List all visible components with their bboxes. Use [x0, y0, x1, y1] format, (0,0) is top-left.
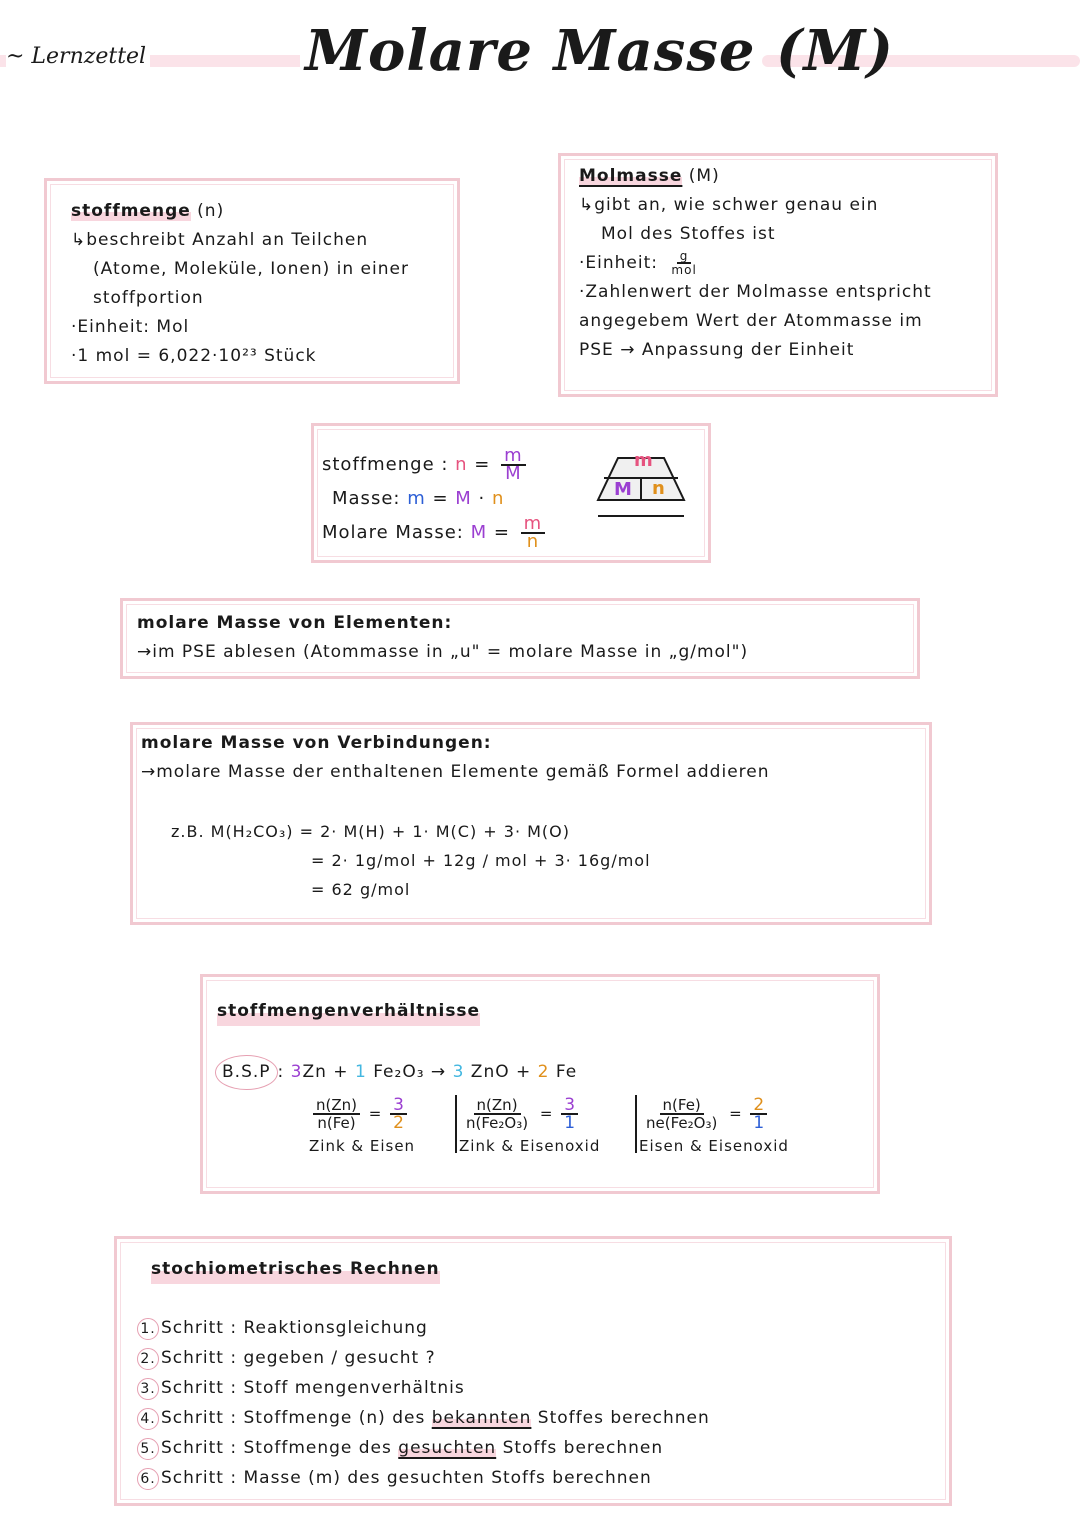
molmasse-line-1: ↳gibt an, wie schwer genau ein	[579, 195, 879, 215]
ratio-separator-2	[635, 1095, 637, 1153]
step-6: 6. Schritt : Masse (m) des gesuchten Stoffs berechnen	[137, 1463, 710, 1493]
verhaeltnis-heading: stoffmengenverhältnisse	[217, 997, 480, 1026]
ratio-fe-fe2o3: $\frac{n(Fe)}{\text{ne(Fe₂O₃)}}$ = $\frac{2}{1}$ Eisen & Eisenoxid	[639, 1095, 789, 1155]
verbindungen-box	[130, 722, 932, 925]
stoffmenge-symbol: (n)	[197, 201, 225, 221]
molmasse-box	[558, 153, 998, 397]
stoch-heading: stochiometrisches Rechnen	[151, 1255, 440, 1284]
elements-line: →im PSE ablesen (Atommasse in „u" = molare Masse in „g/mol")	[137, 642, 749, 662]
elements-box	[120, 598, 920, 679]
verbindungen-line: →molare Masse der enthaltenen Elemente gemäß Formel addieren	[141, 762, 770, 782]
verbindungen-heading: molare Masse von Verbindungen:	[141, 733, 492, 753]
formula-box	[311, 423, 711, 563]
elements-heading: molare Masse von Elementen:	[137, 613, 453, 633]
molmasse-heading: Molmasse	[579, 166, 683, 186]
reaction-equation: B.S.P : 3Zn + 1 Fe₂O₃ → 3 ZnO + 2 Fe	[215, 1055, 577, 1090]
step-1: 1. Schritt : Reaktionsgleichung	[137, 1313, 710, 1343]
stoffmenge-line-5: ·1 mol = 6,022·10²³ Stück	[71, 346, 317, 366]
step-5: 5. Schritt : Stoffmenge des gesuchten Stoffs berechnen	[137, 1433, 710, 1463]
formula-molare-masse: Molare Masse: M = $\frac{m}{n}$	[322, 516, 549, 550]
ratio-zn-fe2o3: $\frac{n(Zn)}{\text{n(Fe₂O₃)}}$ = $\frac{3}{1}$ Zink & Eisenoxid	[459, 1095, 601, 1155]
header-label: ~ Lernzettel	[6, 44, 150, 69]
stoffmenge-line-2: (Atome, Moleküle, Ionen) in einer	[93, 259, 409, 279]
example-line-1: z.B. M(H₂CO₃) = 2· M(H) + 1· M(C) + 3· M(O)	[171, 822, 570, 841]
molmasse-line-5: PSE → Anpassung der Einheit	[579, 340, 855, 360]
stoffmenge-line-4: ·Einheit: Mol	[71, 317, 190, 337]
ratio-zn-fe: $\frac{n(Zn)}{n(Fe)}$ = $\frac{3}{2}$ Zink & Eisen	[309, 1095, 416, 1155]
example-line-2: = 2· 1g/mol + 12g / mol + 3· 16g/mol	[311, 851, 651, 870]
molmasse-line-2: Mol des Stoffes ist	[601, 224, 776, 244]
stoffmenge-line-3: stoffportion	[93, 288, 204, 308]
formula-stoffmenge: stoffmenge : n = $\frac{m}{M}$	[322, 448, 549, 482]
molmasse-unit: ·Einheit: $\frac{g}{\text{mol}}$	[579, 249, 697, 277]
triangle-n: n	[652, 478, 665, 499]
stoffmenge-heading: stoffmenge	[71, 201, 191, 221]
triangle-m: m	[634, 450, 653, 471]
example-line-3: = 62 g/mol	[311, 880, 411, 899]
stoch-box	[114, 1236, 952, 1506]
step-2: 2. Schritt : gegeben / gesucht ?	[137, 1343, 710, 1373]
molmasse-line-3: ·Zahlenwert der Molmasse entspricht	[579, 282, 932, 302]
step-4: 4. Schritt : Stoffmenge (n) des bekannten Stoffes berechnen	[137, 1403, 710, 1433]
molmasse-line-4: angegebem Wert der Atommasse im	[579, 311, 923, 331]
step-3: 3. Schritt : Stoff mengenverhältnis	[137, 1373, 710, 1403]
verhaeltnis-box	[200, 974, 880, 1194]
formula-masse: Masse: m = M · n	[332, 488, 505, 509]
triangle-M: M	[614, 479, 632, 500]
ratio-separator-1	[455, 1095, 457, 1153]
molmasse-symbol: (M)	[688, 166, 720, 186]
stoffmenge-box	[44, 178, 460, 384]
page-title: Molare Masse (M)	[305, 18, 894, 84]
stoffmenge-line-1: ↳beschreibt Anzahl an Teilchen	[71, 230, 369, 250]
